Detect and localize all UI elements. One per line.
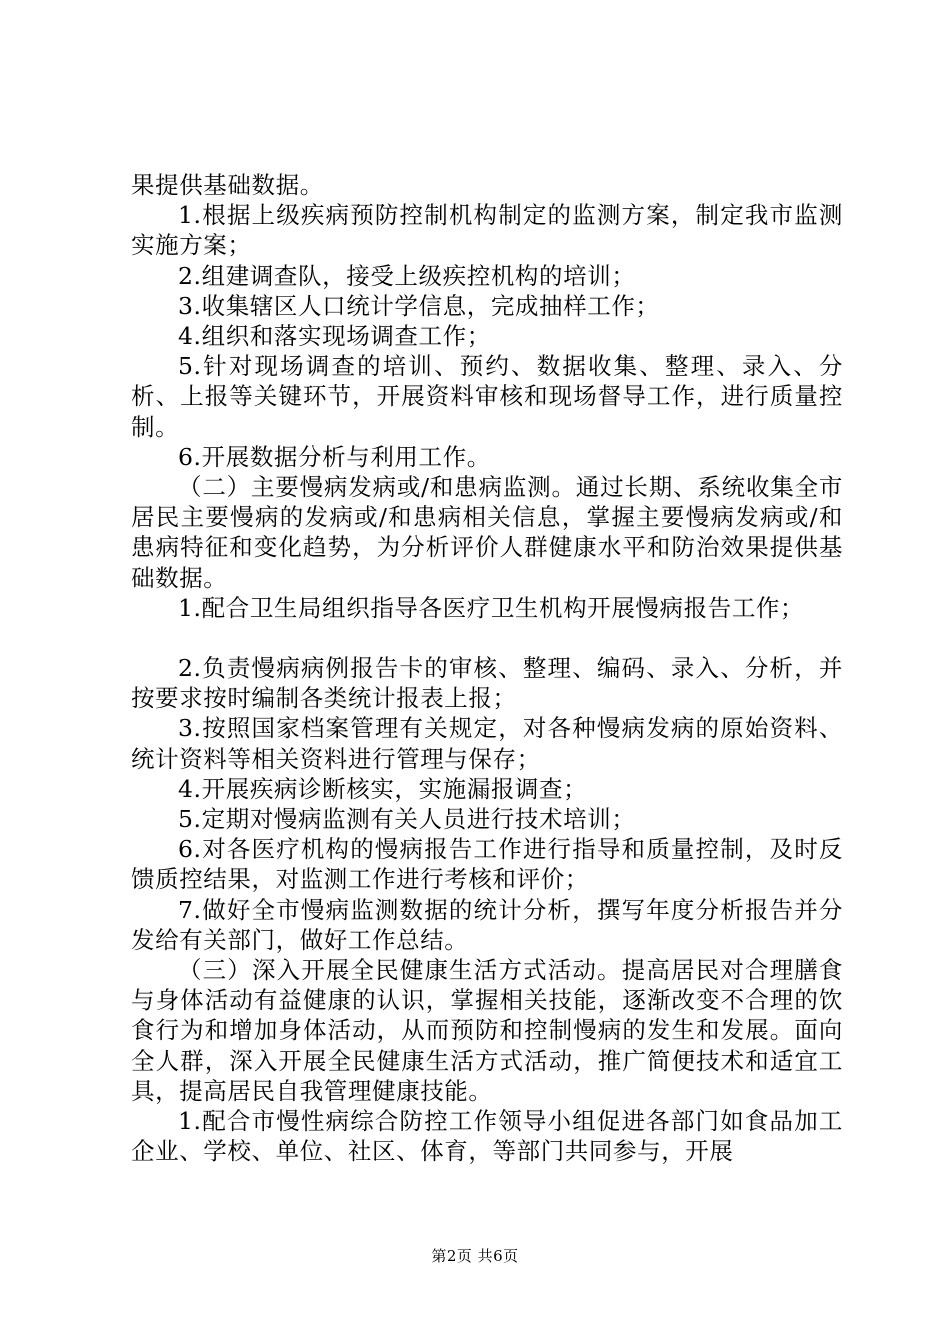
paragraph-item-6: 6.对各医疗机构的慢病报告工作进行指导和质量控制，及时反馈质控结果，对监测工作进行考核和评价； — [131, 835, 843, 894]
paragraph-item-1: 1.配合卫生局组织指导各医疗卫生机构开展慢病报告工作； — [178, 593, 805, 622]
section-heading-three: （三）深入开展全民健康生活方式活动。提高居民对合理膳食与身体活动有益健康的认识，掌握相关技能，逐渐改变不合理的饮食行为和增加身体活动，从而预防和控制慢病的发生和发展。面向全人群，深入开展全民健康生活方式活动，推广简便技术和适宜工具，提高居民自我管理健康技能。 — [131, 956, 843, 1105]
paragraph-item-2: 2.组建调查队，接受上级疾控机构的培训； — [178, 261, 636, 290]
paragraph-item-1: 1.配合市慢性病综合防控工作领导小组促进各部门如食品加工企业、学校、单位、社区、体育，等部门共同参与，开展 — [131, 1107, 843, 1166]
paragraph-item-3: 3.收集辖区人口统计学信息，完成抽样工作； — [178, 291, 660, 320]
paragraph-item-3: 3.按照国家档案管理有关规定，对各种慢病发病的原始资料、统计资料等相关资料进行管理与保存； — [131, 714, 843, 773]
paragraph-item-1: 1.根据上级疾病预防控制机构制定的监测方案，制定我市监测实施方案； — [131, 201, 843, 260]
paragraph-item-5: 5.针对现场调查的培训、预约、数据收集、整理、录入、分析、上报等关键环节，开展资料审核和现场督导工作，进行质量控制。 — [131, 352, 843, 441]
paragraph-item-6: 6.开展数据分析与利用工作。 — [178, 442, 491, 471]
paragraph-item-5: 5.定期对慢病监测有关人员进行技术培训； — [178, 805, 636, 834]
section-heading-two: （二）主要慢病发病或/和患病监测。通过长期、系统收集全市居民主要慢病的发病或/和患病相关信息，掌握主要慢病发病或/和患病特征和变化趋势，为分析评价人群健康水平和防治效果提供基础数据。 — [131, 473, 843, 592]
blank-line — [131, 623, 843, 653]
paragraph-item-2: 2.负责慢病病例报告卡的审核、整理、编码、录入、分析，并按要求按时编制各类统计报表上报； — [131, 654, 843, 713]
document-body — [131, 170, 843, 1167]
paragraph-item-7: 7.做好全市慢病监测数据的统计分析，撰写年度分析报告并分发给有关部门，做好工作总结。 — [131, 895, 843, 954]
paragraph-continuation: 果提供基础数据。 — [131, 171, 324, 199]
page-footer: 第2页 共6页 — [431, 1247, 519, 1265]
paragraph-item-4: 4.开展疾病诊断核实，实施漏报调查； — [178, 774, 588, 803]
paragraph-item-4: 4.组织和落实现场调查工作； — [178, 322, 491, 351]
